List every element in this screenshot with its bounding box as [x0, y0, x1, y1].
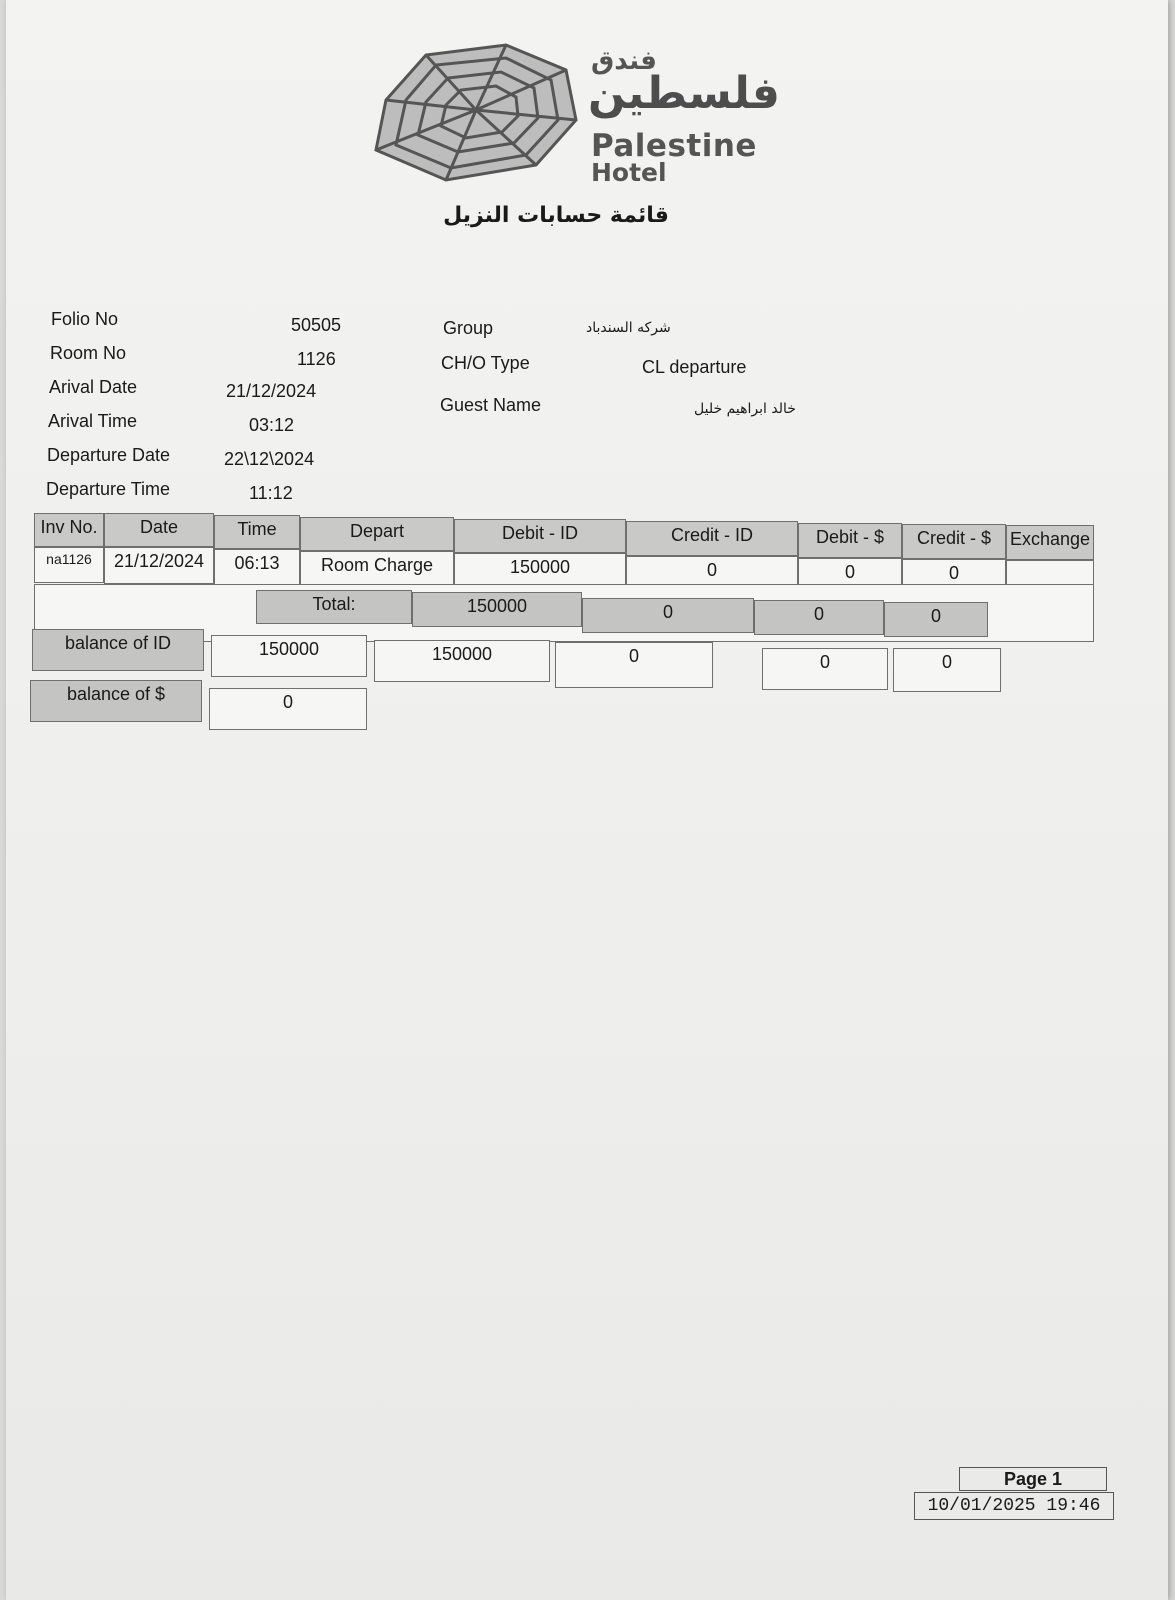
balance-id-value-4: 0 [762, 648, 888, 690]
folio-no-value: 50505 [291, 315, 342, 335]
balance-id-value-3: 0 [555, 642, 713, 688]
group-label: Group [443, 318, 494, 338]
row-date: 21/12/2024 [104, 547, 214, 584]
total-label: Total: [256, 590, 412, 624]
arrival-date-value: 21/12/2024 [226, 381, 317, 401]
balance-id-label: balance of ID [32, 629, 204, 671]
arrival-time-value: 03:12 [249, 415, 295, 435]
arrival-time-label: Arival Time [48, 411, 138, 431]
row-credit-id: 0 [626, 556, 798, 593]
col-header-credit-id: Credit - ID [626, 521, 798, 556]
balance-usd-value: 0 [209, 688, 367, 730]
total-credit-id: 0 [582, 598, 754, 633]
cho-type-value: CL departure [642, 357, 747, 377]
departure-time-value: 11:12 [249, 483, 293, 503]
row-time: 06:13 [214, 549, 300, 586]
total-debit-id: 150000 [412, 592, 582, 627]
col-header-inv-no: Inv No. [34, 513, 104, 547]
balance-usd-label: balance of $ [30, 680, 202, 722]
col-header-date: Date [104, 513, 214, 547]
row-debit-id: 150000 [454, 553, 626, 590]
group-value: شركه السندباد [586, 320, 671, 336]
col-header-time: Time [214, 515, 300, 549]
logo-arabic-big: فلسطين [588, 68, 780, 119]
room-no-label: Room No [50, 343, 127, 363]
col-header-debit-id: Debit - ID [454, 519, 626, 553]
col-header-exchange: Exchange [1006, 525, 1094, 560]
total-debit-usd: 0 [754, 600, 884, 635]
document-page [6, 0, 1168, 1600]
row-inv-no: na1126 [34, 547, 104, 583]
balance-id-value-1: 150000 [211, 635, 367, 677]
row-credit-usd: 0 [902, 559, 1006, 596]
page-number: Page 1 [959, 1467, 1107, 1491]
room-no-value: 1126 [297, 349, 336, 369]
balance-id-value-5: 0 [893, 648, 1001, 692]
total-credit-usd: 0 [884, 602, 988, 637]
cho-type-label: CH/O Type [441, 353, 530, 373]
logo-english-line1: Palestine [591, 128, 757, 164]
col-header-depart: Depart [300, 517, 454, 551]
arrival-date-label: Arival Date [49, 377, 138, 397]
row-depart: Room Charge [300, 551, 454, 588]
col-header-credit-usd: Credit - $ [902, 524, 1006, 559]
hotel-logo [366, 40, 846, 190]
balance-id-value-2: 150000 [374, 640, 550, 682]
spiderweb-logo-icon [366, 40, 581, 190]
departure-time-label: Departure Time [46, 479, 171, 499]
folio-no-label: Folio No [51, 309, 119, 329]
col-header-debit-usd: Debit - $ [798, 523, 902, 558]
logo-arabic-small: فندق [591, 46, 657, 76]
row-debit-usd: 0 [798, 558, 902, 595]
guest-name-label: Guest Name [440, 395, 542, 415]
print-timestamp: 10/01/2025 19:46 [914, 1492, 1114, 1520]
document-title: قائمة حسابات النزيل [443, 203, 669, 228]
departure-date-value: 22\12\2024 [224, 449, 315, 469]
guest-name-value: خالد ابراهيم خليل [694, 401, 796, 417]
logo-english-line2: Hotel [591, 158, 667, 187]
departure-date-label: Departure Date [47, 445, 171, 465]
